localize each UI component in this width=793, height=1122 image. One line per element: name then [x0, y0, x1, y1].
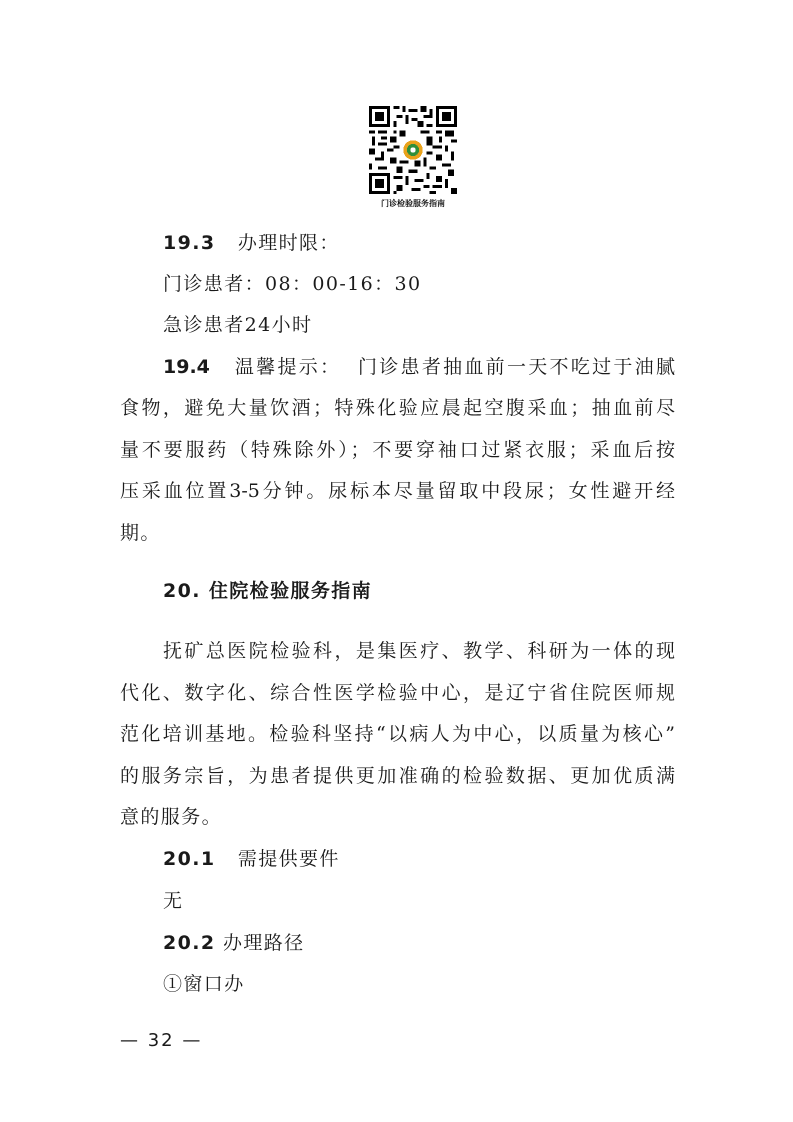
section-20-1-value: 无 [163, 890, 184, 912]
qr-caption: 门诊检验服务指南 [381, 199, 445, 208]
section-number: 19.4 [163, 356, 210, 378]
qr-code-block [368, 106, 458, 209]
intro-text: 的服务宗旨，为患者提供更加准确的检验数据、更加优质满 [120, 765, 675, 787]
page-number: — 32 — [120, 1030, 203, 1051]
intro-text: 抚矿总医院检验科，是集医疗、教学、科研为一体的现 [163, 640, 675, 662]
qr-code-image [369, 106, 457, 194]
section-number: 19.3 [163, 232, 216, 254]
section-number: 20.1 [163, 848, 216, 870]
section-20-2-heading [163, 932, 675, 954]
section-number: 20.2 [163, 932, 216, 954]
tips-text: 食物，避免大量饮酒；特殊化验应晨起空腹采血；抽血前尽 [120, 397, 675, 419]
intro-text: 范化培训基地。检验科坚持“以病人为中心，以质量为核心” [120, 723, 675, 745]
intro-text: 意的服务。 [120, 806, 223, 828]
section-20-heading: 20. 住院检验服务指南 [163, 580, 373, 602]
tips-text: 压采血位置3-5分钟。尿标本尽量留取中段尿；女性避开经 [120, 480, 675, 502]
section-19-3-heading [163, 232, 675, 254]
intro-text: 代化、数字化、综合性医学检验中心，是辽宁省住院医师规 [120, 682, 675, 704]
section-20-2-item: ①窗口办 [163, 973, 245, 995]
outpatient-hours: 门诊患者：08：00-16：30 [163, 273, 422, 295]
section-title: 温馨提示： [234, 356, 342, 378]
emergency-hours: 急诊患者24小时 [163, 314, 313, 336]
tips-text: 期。 [120, 522, 161, 544]
section-title: 需提供要件 [237, 848, 340, 870]
tips-text: 量不要服药（特殊除外）；不要穿袖口过紧衣服；采血后按 [120, 439, 675, 461]
section-title: 办理时限： [237, 232, 340, 254]
section-19-4-first-line [163, 356, 675, 378]
tips-text: 门诊患者抽血前一天不吃过于油腻 [357, 356, 675, 378]
section-20-1-heading [163, 848, 675, 870]
section-title: 办理路径 [222, 932, 305, 954]
